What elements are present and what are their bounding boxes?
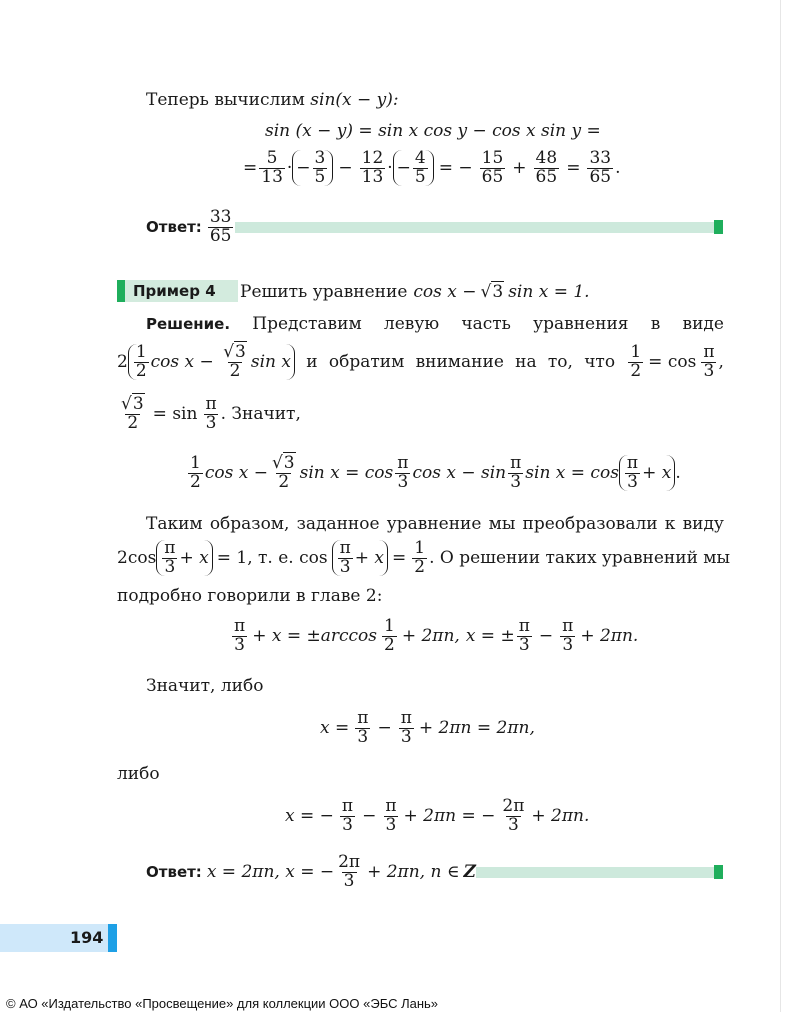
equation-3 [230,612,638,660]
num: √3 [223,341,246,362]
intro-text: Теперь вычислим [146,90,305,110]
den: 2 [190,471,201,492]
solution-line-1 [146,312,724,336]
paren-group [156,537,212,577]
den: 3 [339,556,351,577]
fraction [413,147,428,187]
den: 3 [205,412,217,433]
word: виде [682,314,724,334]
fraction [134,341,149,381]
answer-label: Ответ: [146,863,202,881]
num: 33 [209,206,232,227]
copyright-footer: © АО «Издательство «Просвещение» для коллекции ООО «ЭБС Лань» [6,996,439,1011]
text-libo: либо [117,764,160,784]
example-statement [240,280,590,304]
fraction [203,393,218,433]
num: 2π [502,795,525,816]
den: 65 [481,166,504,187]
word: заданное [296,514,380,534]
term: + 2πn. [580,626,639,646]
num: √3 [121,393,144,414]
den: 3 [510,471,522,492]
word: и [306,352,318,372]
den: 65 [535,166,558,187]
word: в [650,314,661,334]
example-text: Решить уравнение [240,282,408,302]
eq-part: sin x = 1. [508,282,590,302]
term: x = ± [465,626,515,646]
paren-group [393,147,434,187]
term: + 2πn. [531,806,590,826]
fraction [508,452,523,492]
den: 3 [518,634,530,655]
den: 5 [314,166,326,187]
den: 2 [229,360,241,381]
solution-line-3 [117,390,301,438]
term: + x [642,462,672,483]
term: sin x = cos [299,463,394,483]
sqrt: √3 [480,282,504,302]
num: π [510,452,522,473]
minus: − [377,718,392,738]
num: π [518,615,530,636]
term: 2cos [117,548,157,568]
answer-bar [476,867,715,878]
word: часть [461,314,511,334]
paren-group [619,452,675,492]
fraction [336,851,362,891]
word: образом, [209,514,290,534]
term: + 2πn, [401,626,460,646]
fraction [338,537,353,577]
plus: + [512,158,527,178]
word: мы [488,514,516,534]
num: 48 [535,147,558,168]
paren-group [128,341,295,381]
period: . [615,158,621,178]
sin-diff-identity: sin (x − y) = sin x cos y − cos x sin y = [265,121,601,141]
equation-5 [285,792,589,840]
den: 2 [278,471,290,492]
text: . О решении таких уравнений мы [429,548,731,568]
den: 3 [703,360,715,381]
term: x = 2πn, x = − [206,862,335,882]
num: 1 [630,341,642,362]
solution-line-2 [117,338,724,386]
den: 3 [343,870,355,891]
text: = 1, т. е. cos [216,548,328,568]
term: cos x − [204,463,268,483]
word: Представим [252,314,362,334]
num: 5 [266,147,278,168]
period: . [675,463,681,483]
fraction [412,537,427,577]
fraction [399,707,414,747]
intro-expr: sin(x − y): [310,90,399,110]
fraction [500,795,526,835]
term: cos x − [150,351,214,372]
fraction [560,615,575,655]
fraction [355,707,370,747]
num: 1 [190,452,201,473]
den: 3 [627,471,638,492]
answer-bar-end [714,220,723,234]
eq-sign: = [243,158,258,178]
num: 1 [414,537,426,558]
num: 1 [135,341,147,362]
expr-group [117,341,295,381]
term: = cos [648,352,697,372]
word: на [515,352,537,372]
text: . Значит, [220,404,301,424]
num: 2π [338,851,361,872]
para-2-line-1 [146,512,724,536]
num: π [562,615,574,636]
eq-part: cos x − [413,282,477,302]
den: 2 [630,360,642,381]
fraction [701,341,716,381]
fraction [534,147,560,187]
word: левую [383,314,440,334]
para-2-line-2 [117,534,731,582]
dot: · [286,158,293,178]
den: 2 [414,556,426,577]
num: π [164,537,176,558]
fraction [313,147,328,187]
fraction [517,615,532,655]
num: π [400,707,412,728]
word: то, [547,352,573,372]
minus: − [338,158,353,178]
fraction [382,615,397,655]
num: π [703,341,715,362]
fraction [360,147,386,187]
fraction [383,795,398,835]
den: 3 [234,634,245,655]
fraction [340,795,355,835]
den: 3 [342,814,353,835]
page-edge [780,0,781,1012]
word: обратим [328,352,405,372]
fraction [625,452,640,492]
sign: − [396,157,411,178]
den: 3 [397,471,409,492]
num: π [397,452,409,473]
den: 3 [400,726,412,747]
fraction [188,452,203,492]
fraction [221,341,249,381]
den: 3 [357,726,369,747]
answer-1 [146,204,241,250]
num: 12 [361,147,384,168]
num: π [339,537,351,558]
comma: , [718,352,724,372]
radicand: 3 [235,341,246,362]
term: sin x [250,351,291,372]
fraction [628,341,643,381]
term: + 2πn = 2πn, [418,718,535,738]
word: что [584,352,616,372]
num: π [385,795,397,816]
num: 4 [414,147,426,168]
word: Таким [146,514,203,534]
num: π [357,707,369,728]
coef: 2 [117,352,128,372]
para-2-line-3: подробно говорили в главе 2: [117,586,383,606]
answer-2 [146,848,481,896]
answer-label: Ответ: [146,218,202,236]
answer-bar [235,222,715,233]
den: 2 [127,412,139,433]
radicand: 3 [132,393,144,414]
expr-group [626,341,724,381]
den: 2 [383,634,395,655]
term: + x [354,547,385,568]
minus: − [362,806,377,826]
num: π [205,393,217,414]
term: x = − [285,806,334,826]
fraction [270,452,298,492]
term: + x [179,547,209,568]
fraction [119,393,147,433]
radicand: 3 [283,452,295,473]
den: 65 [209,225,232,246]
num: π [626,452,639,473]
den: 2 [135,360,147,381]
radicand: 3 [492,282,504,302]
solution-label: Решение. [146,315,231,333]
example-tag: Пример 4 [117,280,238,302]
den: 65 [589,166,612,187]
answer-bar-end [714,865,723,879]
term: sin x = cos [525,463,619,483]
word: уравнение [386,514,482,534]
fraction [232,615,247,655]
fraction [208,206,234,246]
sign: − [296,157,311,178]
num: 33 [589,147,612,168]
num: 15 [481,147,504,168]
num: π [341,795,354,816]
term: + 2πn = − [403,806,496,826]
fraction [587,147,613,187]
word: к [664,514,676,534]
den: 3 [507,814,519,835]
fraction [162,537,177,577]
num: 3 [314,147,326,168]
minus: − [538,626,554,646]
text-znachit-libo: Значит, либо [146,676,264,696]
den: 5 [414,166,426,187]
paren-group [292,147,333,187]
equation-2 [186,448,681,498]
page-number: 194 [70,928,104,947]
term: = sin [152,404,198,424]
term: + 2πn, n ∈ [367,862,460,882]
sin-diff-computation [243,144,620,192]
den: 3 [385,814,397,835]
word: преобразовали [522,514,658,534]
den: 3 [164,556,176,577]
eq-sign: = [392,548,407,568]
den: 13 [361,166,384,187]
word: внимание [415,352,504,372]
fraction [395,452,410,492]
intro-line [146,90,399,110]
den: 3 [562,634,574,655]
term: cos x − sin [412,463,507,483]
eq-sign: = [566,158,581,178]
num: √3 [271,452,295,473]
set-z: Z [463,862,476,882]
word: уравнения [533,314,629,334]
fraction [259,147,285,187]
eq-minus: = − [438,158,473,178]
fraction [480,147,506,187]
page-number-bar-end [108,924,117,952]
den: 13 [261,166,283,187]
word: виду [682,514,724,534]
term: + x = ±arccos [252,626,377,646]
term: x = [320,718,350,738]
paren-group [332,537,388,577]
num: 1 [383,615,395,636]
dot: · [387,158,393,178]
equation-4 [320,704,535,752]
num: π [234,615,246,636]
